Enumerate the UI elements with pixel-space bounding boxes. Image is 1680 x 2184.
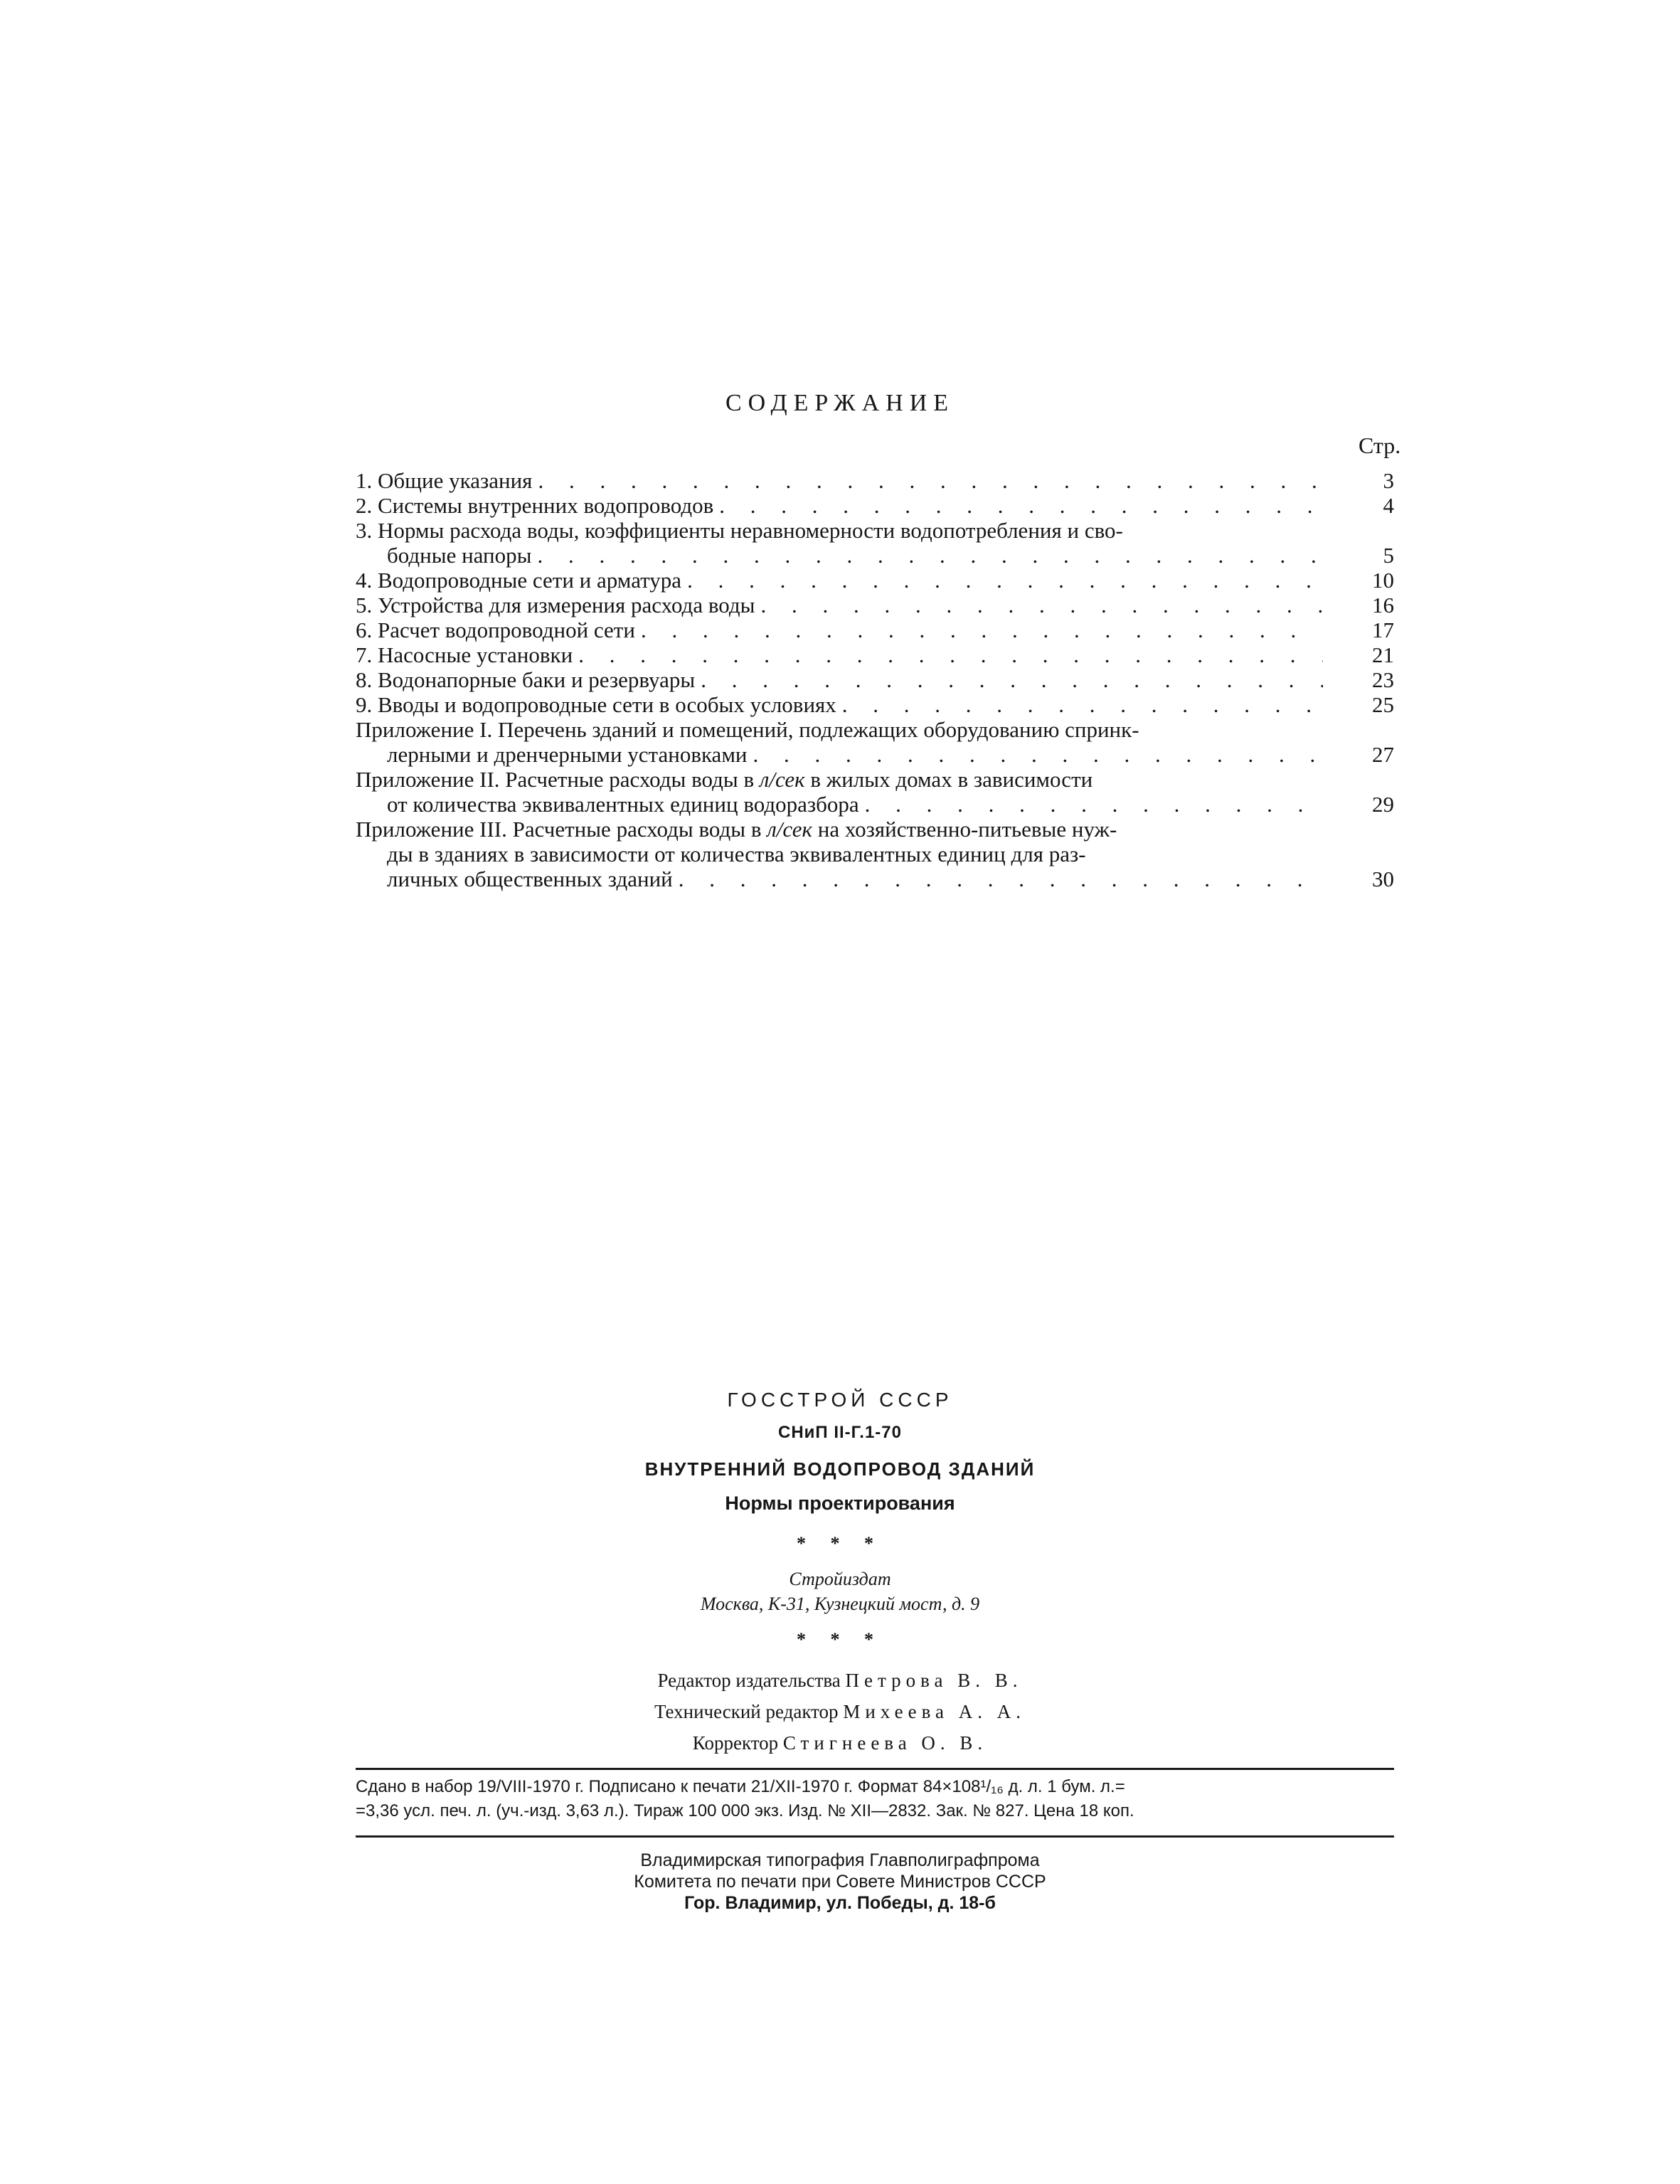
printer-line: Владимирская типография Главполиграфпрома [640,1850,1040,1870]
toc-page-number: 10 [1372,568,1394,593]
toc-page-number: 29 [1372,792,1394,817]
toc-entry[interactable] [356,667,1394,692]
credit-line [0,1696,1680,1727]
toc-entry-text: в жилых домах в зависимости [810,767,1093,792]
toc-page-number: 25 [1372,692,1394,717]
credit-role: Технический редактор [654,1701,839,1722]
document-code: СНиП II-Г.1-70 [778,1423,902,1442]
toc-page-number: 5 [1383,543,1394,568]
toc-entry-text-continued: бодные напоры [387,543,532,568]
toc-entry[interactable] [356,692,1394,717]
credits [0,1665,1680,1759]
dot-leader [641,617,1323,642]
organization-name: ГОССТРОЙ СССР [727,1389,953,1411]
credit-name: Михеева А. А. [843,1701,1026,1722]
toc-entry-text: 4. Водопроводные сети и арматура [356,568,682,593]
toc-entry-text: 6. Расчет водопроводной сети [356,617,635,642]
toc-entry-text: 3. Нормы расхода воды, коэффициенты неравномерности водопотребления и сво- [356,518,1123,543]
publisher-name: Стройиздат [789,1569,891,1589]
printer-info [0,1850,1680,1914]
credit-name: Петрова В. В. [845,1670,1023,1691]
toc-entry-text: Приложение I. Перечень зданий и помещений, подлежащих оборудованию спринк- [356,717,1139,742]
toc-entry-text-continued: личных общественных зданий [387,866,673,891]
toc-entry-text: на хозяйственно-питьевые нуж- [817,817,1117,842]
credit-line [0,1665,1680,1696]
credit-role: Корректор [692,1732,779,1754]
document-title: ВНУТРЕННИЙ ВОДОПРОВОД ЗДАНИЙ [644,1458,1036,1480]
printer-address: Гор. Владимир, ул. Победы, д. 18-б [684,1893,996,1913]
dot-leader [753,742,1323,767]
toc-page-number: 30 [1372,866,1394,891]
toc-entry[interactable] [356,493,1394,518]
toc-entry-text: 9. Вводы и водопроводные сети в особых условиях [356,692,836,717]
toc-entry[interactable] [356,518,1394,568]
toc-entry-text-continued: ды в зданиях в зависимости от количества эквивалентных единиц для раз- [387,842,1086,866]
dot-leader [760,593,1323,617]
divider [356,1768,1394,1770]
divider [356,1835,1394,1838]
credit-line [0,1727,1680,1759]
publisher-address: Москва, К-31, Кузнецкий мост, д. 9 [700,1594,980,1614]
printer-line: Комитета по печати при Совете Министров СССР [634,1872,1046,1892]
toc-page-number: 27 [1372,742,1394,767]
toc-page-number: 4 [1383,493,1394,518]
toc-entry-text-continued: от количества эквивалентных единиц водоразбора [387,792,859,817]
credit-role: Редактор издательства [657,1670,841,1691]
toc-entry[interactable] [356,568,1394,593]
toc-entry-text-continued: лерными и дренчерными установками [387,742,748,767]
toc-entry[interactable] [356,593,1394,617]
toc-entry[interactable] [356,642,1394,667]
unit-text: л/сек [767,817,812,842]
dot-leader [687,568,1323,593]
toc-entry-text: 8. Водонапорные баки и резервуары [356,667,696,692]
dot-leader [537,543,1323,568]
toc-entry-text: Приложение II. Расчетные расходы воды в [356,767,755,792]
publication-data [356,1775,1394,1823]
dot-leader [679,866,1323,891]
toc-entry[interactable] [356,617,1394,642]
toc-page-number: 17 [1372,617,1394,642]
page-column-header: Стр. [1359,433,1401,458]
publication-data-line: Сдано в набор 19/VIII-1970 г. Подписано к печати 21/XII-1970 г. Формат 84×108¹/₁₆ д. л. 1 бум. л.= [356,1777,1125,1796]
table-of-contents [356,468,1394,891]
unit-text: л/сек [759,767,805,792]
separator-stars: * * * [797,1533,883,1554]
toc-page-number: 16 [1372,593,1394,617]
toc-entry[interactable] [356,468,1394,493]
dot-leader [865,792,1323,817]
dot-leader [538,468,1323,493]
toc-title: СОДЕРЖАНИЕ [725,390,955,416]
toc-entry-text: 2. Системы внутренних водопроводов [356,493,714,518]
toc-entry-text: 5. Устройства для измерения расхода воды [356,593,755,617]
toc-page-number: 23 [1372,667,1394,692]
toc-page-number: 21 [1372,642,1394,667]
dot-leader [719,493,1323,518]
dot-leader [701,667,1323,692]
toc-entry-text: 1. Общие указания [356,468,533,493]
publication-data-line: =3,36 усл. печ. л. (уч.-изд. 3,63 л.). Тираж 100 000 экз. Изд. № XII—2832. Зак. № 827. Цена 18 коп. [356,1801,1134,1820]
toc-entry[interactable] [356,767,1394,817]
toc-entry[interactable] [356,817,1394,891]
dot-leader [578,642,1323,667]
dot-leader [842,692,1323,717]
toc-entry-text: Приложение III. Расчетные расходы воды в [356,817,762,842]
separator-stars: * * * [797,1629,883,1650]
toc-entry-text: 7. Насосные установки [356,642,573,667]
document-subtitle: Нормы проектирования [725,1493,955,1514]
credit-name: Стигнеева О. В. [782,1732,988,1754]
toc-page-number: 3 [1383,468,1394,493]
toc-entry[interactable] [356,717,1394,767]
